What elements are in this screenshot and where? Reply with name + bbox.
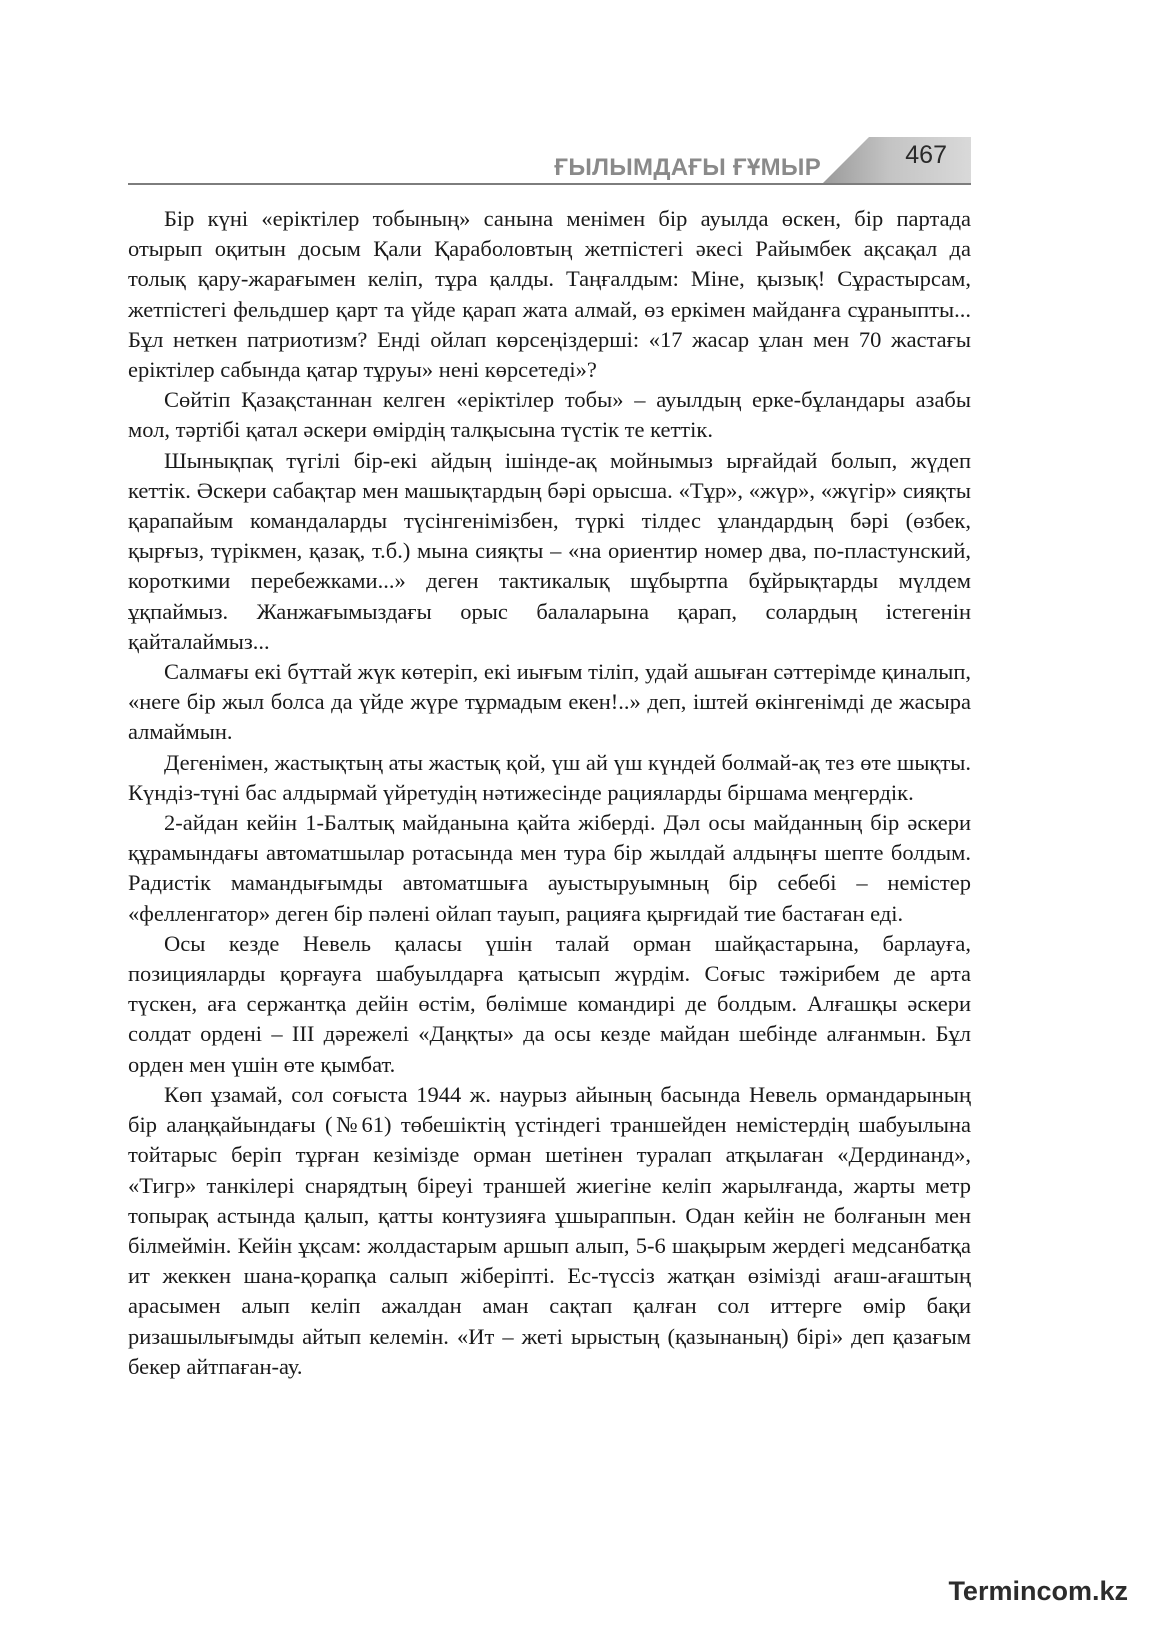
paragraph: Көп ұзамай, сол соғыста 1944 ж. наурыз айының басында Невель ормандарының бір алаңқайындағы (№61) төбешіктің үстіндегі траншейден немістердің шабуылына тойтарыс беріп тұрған кезімізде орман шетінен туралап атқылаған «Дердинанд», «Тигр» танкілері снарядтың біреуі траншей жиегіне келіп жарылғанда, жарты метр топырақ астында қалып, қатты контузияға ұшыраппын. Одан кейін не болғанын мен білмеймін. Кейін ұқсам: жолдастарым аршып алып, 5-6 шақырым жердегі медсанбатқа ит жеккен шана-қорапқа салып жіберіпті. Ес-түссіз жатқан өзімізді ағаш-ағаштың арасымен алып келіп ажалдан аман сақтап қалған сол иттерге өмір бақи ризашылығымды айтып келемін. «Ит – жеті ырыстың (қазынаның) бірі» деп қазағым бекер айтпаған-ау. xyxy=(128,1081,971,1379)
header-rule xyxy=(128,183,971,185)
paragraph: Сөйтіп Қазақстаннан келген «еріктілер тобы» – ауылдың ерке-бұландары азабы мол, тәртібі қатал әскери өмірдің талқысына түстік те кеттік. xyxy=(128,387,971,443)
paragraph: Салмағы екі бүттай жүк көтеріп, екі иығым тіліп, удай ашыған сәттерімде қиналып, «неге бір жыл болса да үйде жүре тұрмадым екен!..» деп, іштей өкінгенімді де жасыра алмаймын. xyxy=(128,659,971,745)
paragraph: Бір күні «еріктілер тобының» санына менімен бір ауылда өскен, бір партада отырып оқитын досым Қали Қараболовтың жетпістегі әкесі Райымбек ақсақал да толық қару-жарағымен келіп, тұра қалды. Таңғалдым: Міне, қызық! Сұрастырсам, жетпістегі фельдшер қарт та үйде қарап жата алмай, өз еркімен майданға сұраныпты... Бұл неткен патриотизм? Енді ойлап көрсеңіздерші: «17 жасар ұлан мен 70 жастағы еріктілер сабында қатар тұруы» нені көрсетеді»? xyxy=(128,206,971,383)
page-number-tab xyxy=(823,137,971,183)
header-tab-shape xyxy=(823,137,971,183)
running-header-title: ҒЫЛЫМДАҒЫ ҒҰМЫР xyxy=(554,154,821,181)
paragraph: Осы кезде Невель қаласы үшін талай орман шайқастарына, барлауға, позицияларды қорғауға шабуылдарға қатысып жүрдім. Соғыс тәжірибем де арта түскен, аға сержантқа дейін өстім, бөлімше командирі де болдым. Алғашқы әскери солдат ордені – ІІІ дәрежелі «Даңқты» да осы кезде майдан шебінде алғанмын. Бұл орден мен үшін өте қымбат. xyxy=(128,930,971,1077)
paragraph: Шынықпақ түгілі бір-екі айдың ішінде-ақ мойнымыз ырғайдай болып, жүдеп кеттік. Әскери сабақтар мен машықтардың бәрі орысша. «Тұр», «жүр», «жүгір» сияқты қарапайым командаларды түсінгенімізбен, түркі тілдес ұландардың бәрі (өзбек, қырғыз, түрікмен, қазақ, т.б.) мына сияқты – «на ориентир номер два, по-пластунский, короткими перебежками...» деген тактикалық шұбыртпа бұйрықтарды мүлдем ұқпаймыз. Жанжағымыздағы орыс балаларына қарап, солардың істегенін қайталаймыз... xyxy=(128,447,971,654)
body-text xyxy=(128,204,971,1382)
running-header xyxy=(128,135,971,185)
paragraph: Дегенімен, жастықтың аты жастық қой, үш ай үш күндей болмай-ақ тез өте шықты. Күндіз-түні бас алдырмай үйретудің нәтижесінде рацияларды біршама меңгердік. xyxy=(128,749,971,805)
page-number: 467 xyxy=(905,141,947,169)
watermark-logo: Termincom.kz xyxy=(948,1576,1128,1606)
paragraph: 2-айдан кейін 1-Балтық майданына қайта жіберді. Дәл осы майданның бір әскери құрамындағы автоматшылар ротасында мен тура бір жылдай алдыңғы шепте болдым. Радистік мамандығымды автоматшыға ауыстыруымның бір себебі – немістер «фелленгатор» деген бір пәлені ойлап тауып, рацияға қырғидай тие бастаған еді. xyxy=(128,810,971,926)
